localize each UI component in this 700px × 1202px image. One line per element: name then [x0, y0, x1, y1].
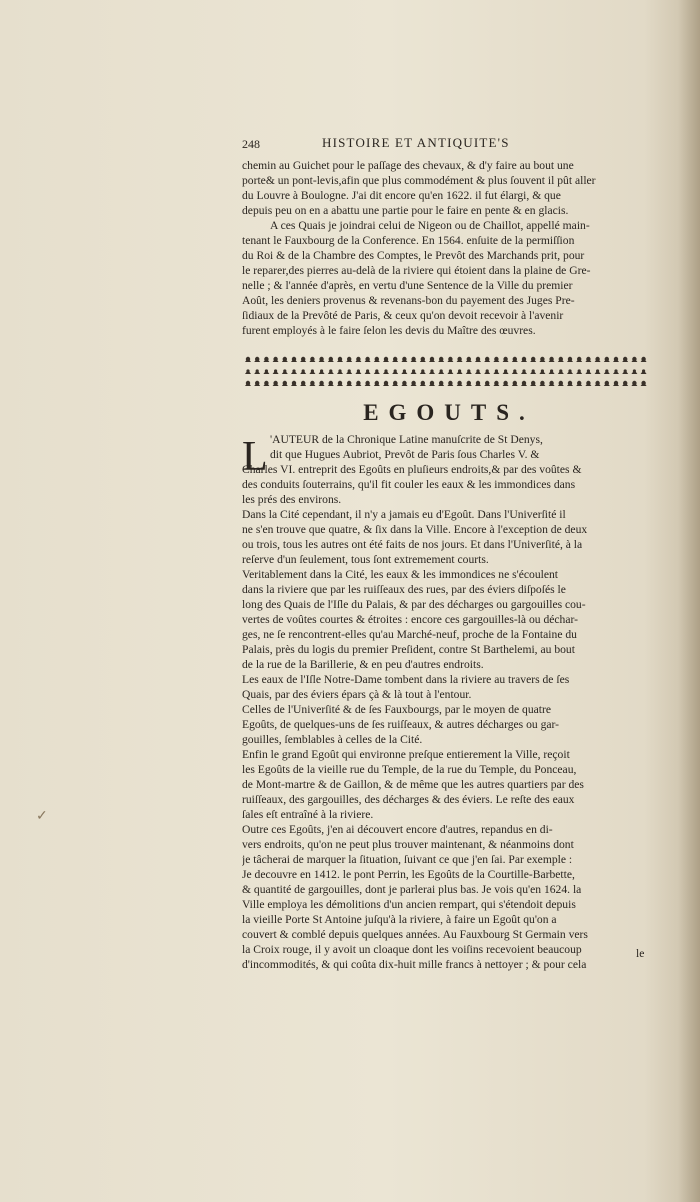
- fleuron-glyph: [411, 381, 417, 386]
- fleuron-glyph: [503, 381, 509, 386]
- text-line: dit que Hugues Aubriot, Prevôt de Paris ſous Charles V. &: [270, 448, 540, 461]
- text-line: Quais, par des éviers épars çà & là tout à l'entour.: [242, 688, 472, 701]
- fleuron-glyph: [309, 357, 315, 362]
- fleuron-glyph: [530, 381, 536, 386]
- fleuron-glyph: [585, 381, 591, 386]
- fleuron-glyph: [392, 357, 398, 362]
- fleuron-glyph: [300, 381, 306, 386]
- text-line: furent employés à le faire ſelon les devis du Maître des œuvres.: [242, 324, 536, 337]
- fleuron-glyph: [521, 381, 527, 386]
- page-header: [242, 135, 654, 153]
- fleuron-glyph: [291, 357, 297, 362]
- text-line: vertes de voûtes courtes & étroites : encore ces gargouilles-là ou déchar-: [242, 613, 578, 626]
- fleuron-glyph: [355, 381, 361, 386]
- fleuron-glyph: [401, 381, 407, 386]
- fleuron-glyph: [512, 357, 518, 362]
- fleuron-glyph: [512, 381, 518, 386]
- fleuron-glyph: [604, 357, 610, 362]
- fleuron-glyph: [401, 369, 407, 374]
- fleuron-glyph: [263, 381, 269, 386]
- fleuron-glyph: [493, 369, 499, 374]
- text-line: les prés des environs.: [242, 493, 342, 506]
- text-line: 'AUTEUR de la Chronique Latine manuſcrite de St Denys,: [270, 433, 543, 446]
- fleuron-glyph: [475, 357, 481, 362]
- fleuron-glyph: [595, 381, 601, 386]
- fleuron-glyph: [337, 357, 343, 362]
- fleuron-glyph: [282, 357, 288, 362]
- fleuron-glyph: [282, 381, 288, 386]
- fleuron-glyph: [604, 381, 610, 386]
- fleuron-glyph: [300, 369, 306, 374]
- fleuron-glyph: [466, 381, 472, 386]
- fleuron-glyph: [300, 357, 306, 362]
- text-line: d'incommodités, & qui coûta dix-huit mille francs à nettoyer ; & pour cela: [242, 958, 587, 971]
- text-line: les Egoûts de la vieille rue du Temple, de la rue du Temple, du Ponceau,: [242, 763, 577, 776]
- text-line: long des Quais de l'Iſle du Palais, & par des décharges ou gargouilles cou-: [242, 598, 586, 611]
- fleuron-glyph: [273, 381, 279, 386]
- text-line: ges, ne ſe rencontrent-elles qu'au Marché-neuf, proche de la Fontaine du: [242, 628, 577, 641]
- fleuron-glyph: [420, 357, 426, 362]
- fleuron-glyph: [530, 369, 536, 374]
- fleuron-glyph: [576, 357, 582, 362]
- fleuron-glyph: [613, 357, 619, 362]
- fleuron-glyph: [245, 357, 251, 362]
- text-line: du Roi & de la Chambre des Comptes, le Prevôt des Marchands prit, pour: [242, 249, 585, 262]
- text-line: Ville employa les démolitions d'un ancien rempart, qui s'étendoit depuis: [242, 898, 576, 911]
- fleuron-glyph: [438, 369, 444, 374]
- text-line: du Louvre à Boulogne. J'ai dit encore qu'en 1622. il fut élargi, & que: [242, 189, 561, 202]
- fleuron-glyph: [254, 357, 260, 362]
- fleuron-glyph: [512, 369, 518, 374]
- fleuron-glyph: [549, 369, 555, 374]
- text-line: porte& un pont-levis,afin que plus commodément & plus ſouvent il pût aller: [242, 174, 596, 187]
- fleuron-glyph: [365, 369, 371, 374]
- margin-pencil-mark: ✓: [36, 808, 48, 824]
- fleuron-glyph: [438, 381, 444, 386]
- fleuron-glyph: [631, 369, 637, 374]
- fleuron-glyph: [447, 357, 453, 362]
- page-number: 248: [242, 137, 260, 151]
- text-line: Août, les deniers provenus & revenans-bon du payement des Juges Pre-: [242, 294, 575, 307]
- page-spine-shadow: [678, 0, 700, 1202]
- text-line: la Croix rouge, il y avoit un cloaque dont les voiſins recevoient beaucoup: [242, 943, 582, 956]
- text-line: Palais, près du logis du premier Preſident, contre St Barthelemi, au bout: [242, 643, 575, 656]
- fleuron-glyph: [309, 369, 315, 374]
- fleuron-glyph: [273, 369, 279, 374]
- fleuron-glyph: [521, 357, 527, 362]
- fleuron-glyph: [567, 369, 573, 374]
- text-line: le reparer,des pierres au-delà de la riviere qui étoient dans la plaine de Gre-: [242, 264, 591, 277]
- fleuron-glyph: [484, 381, 490, 386]
- fleuron-glyph: [475, 381, 481, 386]
- fleuron-glyph: [263, 369, 269, 374]
- fleuron-glyph: [319, 369, 325, 374]
- catchword: le: [636, 947, 645, 960]
- fleuron-glyph: [365, 381, 371, 386]
- fleuron-glyph: [475, 369, 481, 374]
- fleuron-glyph: [567, 357, 573, 362]
- fleuron-glyph: [245, 381, 251, 386]
- fleuron-glyph: [585, 369, 591, 374]
- fleuron-glyph: [493, 381, 499, 386]
- fleuron-glyph: [254, 369, 260, 374]
- text-line: ſales eſt entraîné à la riviere.: [242, 808, 374, 821]
- fleuron-glyph: [493, 357, 499, 362]
- text-line: Egoûts, de quelques-uns de ſes ruiſſeaux, & autres décharges ou gar-: [242, 718, 559, 731]
- fleuron-glyph: [319, 357, 325, 362]
- text-line: ruiſſeaux, des gargouilles, des décharges & des éviers. Le reſte des eaux: [242, 793, 575, 806]
- text-line: nelle ; & l'année d'après, en vertu d'une Sentence de la Ville du premier: [242, 279, 573, 292]
- fleuron-glyph: [365, 357, 371, 362]
- fleuron-glyph: [558, 381, 564, 386]
- fleuron-glyph: [291, 369, 297, 374]
- fleuron-glyph: [420, 369, 426, 374]
- fleuron-glyph: [420, 381, 426, 386]
- fleuron-glyph: [374, 381, 380, 386]
- text-line: ne s'en trouve que quatre, & ſix dans la Ville. Encore à l'exception de deux: [242, 523, 588, 536]
- text-line: Outre ces Egoûts, j'en ai découvert encore d'autres, repandus en di-: [242, 823, 553, 836]
- fleuron-glyph: [328, 369, 334, 374]
- fleuron-glyph: [346, 357, 352, 362]
- text-line: ſidiaux de la Prevôté de Paris, & ceux qu'on devoit recevoir à l'avenir: [242, 309, 564, 322]
- text-line: je tâcherai de marquer la ſituation, ſuivant ce que j'en ſai. Par exemple :: [242, 853, 573, 866]
- text-line: de la rue de la Barillerie, & en peu d'autres endroits.: [242, 658, 484, 671]
- fleuron-glyph: [595, 369, 601, 374]
- fleuron-glyph: [392, 369, 398, 374]
- fleuron-glyph: [466, 369, 472, 374]
- fleuron-glyph: [355, 369, 361, 374]
- fleuron-glyph: [254, 381, 260, 386]
- text-line: Enfin le grand Egoût qui environne preſque entierement la Ville, reçoit: [242, 748, 570, 761]
- fleuron-glyph: [429, 357, 435, 362]
- fleuron-glyph: [484, 369, 490, 374]
- fleuron-glyph: [346, 381, 352, 386]
- fleuron-glyph: [447, 381, 453, 386]
- fleuron-glyph: [622, 357, 628, 362]
- text-line: Je decouvre en 1412. le pont Perrin, les Egoûts de la Courtille-Barbette,: [242, 868, 575, 881]
- fleuron-glyph: [291, 381, 297, 386]
- fleuron-glyph: [383, 381, 389, 386]
- fleuron-glyph: [585, 357, 591, 362]
- fleuron-glyph: [429, 381, 435, 386]
- fleuron-glyph: [549, 381, 555, 386]
- fleuron-glyph: [438, 357, 444, 362]
- fleuron-glyph: [539, 381, 545, 386]
- text-line: chemin au Guichet pour le paſſage des chevaux, & d'y faire au bout une: [242, 159, 574, 172]
- fleuron-glyph: [613, 369, 619, 374]
- text-line: Dans la Cité cependant, il n'y a jamais eu d'Egoût. Dans l'Univerſité il: [242, 508, 566, 521]
- decorative-ornament-band: [242, 354, 656, 388]
- fleuron-glyph: [641, 381, 647, 386]
- fleuron-glyph: [273, 357, 279, 362]
- text-line: Veritablement dans la Cité, les eaux & les immondices ne s'écoulent: [242, 568, 558, 581]
- fleuron-glyph: [319, 381, 325, 386]
- fleuron-glyph: [447, 369, 453, 374]
- fleuron-glyph: [337, 369, 343, 374]
- fleuron-glyph: [576, 369, 582, 374]
- fleuron-glyph: [429, 369, 435, 374]
- fleuron-glyph: [530, 357, 536, 362]
- fleuron-glyph: [411, 357, 417, 362]
- fleuron-glyph: [457, 369, 463, 374]
- fleuron-glyph: [595, 357, 601, 362]
- fleuron-glyph: [558, 357, 564, 362]
- fleuron-glyph: [549, 357, 555, 362]
- fleuron-glyph: [328, 381, 334, 386]
- fleuron-glyph: [539, 369, 545, 374]
- fleuron-glyph: [567, 381, 573, 386]
- text-line: Les eaux de l'Iſle Notre-Dame tombent dans la riviere au travers de ſes: [242, 673, 570, 686]
- fleuron-glyph: [622, 369, 628, 374]
- fleuron-glyph: [392, 381, 398, 386]
- text-line: & quantité de gargouilles, dont je parlerai plus bas. Je vois qu'en 1624. la: [242, 883, 582, 896]
- text-line: depuis peu on en a abattu une partie pour le faire en pente & en glacis.: [242, 204, 569, 217]
- text-line: dans la riviere que par les ruiſſeaux des rues, par des éviers diſpoſés le: [242, 583, 566, 596]
- text-line: gouilles, ſemblables à celles de la Cité.: [242, 733, 423, 746]
- fleuron-glyph: [337, 381, 343, 386]
- fleuron-glyph: [282, 369, 288, 374]
- fleuron-glyph: [383, 369, 389, 374]
- fleuron-glyph: [383, 357, 389, 362]
- fleuron-glyph: [374, 357, 380, 362]
- text-line: couvert & comblé depuis quelques années. Au Fauxbourg St Germain vers: [242, 928, 588, 941]
- fleuron-glyph: [466, 357, 472, 362]
- fleuron-glyph: [604, 369, 610, 374]
- fleuron-glyph: [521, 369, 527, 374]
- fleuron-glyph: [503, 357, 509, 362]
- text-line: vers endroits, qu'on ne peut plus trouver maintenant, & néanmoins dont: [242, 838, 574, 851]
- text-line: A ces Quais je joindrai celui de Nigeon ou de Chaillot, appellé main-: [270, 219, 590, 232]
- fleuron-glyph: [631, 381, 637, 386]
- fleuron-glyph: [613, 381, 619, 386]
- text-line: tenant le Fauxbourg de la Conference. En 1564. enſuite de la permiſſion: [242, 234, 575, 247]
- text-line: des conduits ſouterrains, qu'il fit couler les eaux & les immondices dans: [242, 478, 576, 491]
- fleuron-glyph: [263, 357, 269, 362]
- running-head: HISTOIRE ET ANTIQUITE'S: [322, 135, 510, 150]
- fleuron-glyph: [539, 357, 545, 362]
- fleuron-glyph: [457, 357, 463, 362]
- text-line: de Mont-martre & de Gaillon, & de même que les autres quartiers par des: [242, 778, 584, 791]
- fleuron-glyph: [484, 357, 490, 362]
- text-line: Charles VI. entreprit des Egoûts en pluſieurs endroits,& par des voûtes &: [242, 463, 582, 476]
- fleuron-glyph: [631, 357, 637, 362]
- fleuron-glyph: [622, 381, 628, 386]
- text-line: reſerve d'un ſeulement, tous ſont extremement courts.: [242, 553, 489, 566]
- fleuron-glyph: [245, 369, 251, 374]
- fleuron-glyph: [411, 369, 417, 374]
- fleuron-glyph: [328, 357, 334, 362]
- section-title: EGOUTS.: [363, 400, 535, 425]
- fleuron-glyph: [401, 357, 407, 362]
- intro-text-block: [242, 158, 656, 338]
- text-line: ou trois, tous les autres ont été faits de nos jours. Et dans l'Univerſité, à la: [242, 538, 583, 551]
- fleuron-glyph: [558, 369, 564, 374]
- fleuron-glyph: [641, 369, 647, 374]
- text-line: la vieille Porte St Antoine juſqu'à la riviere, à faire un Egoût qu'on a: [242, 913, 557, 926]
- body-text-block: [242, 432, 656, 972]
- fleuron-glyph: [346, 369, 352, 374]
- fleuron-glyph: [457, 381, 463, 386]
- text-line: Celles de l'Univerſité & de ſes Fauxbourgs, par le moyen de quatre: [242, 703, 552, 716]
- fleuron-glyph: [355, 357, 361, 362]
- fleuron-glyph: [309, 381, 315, 386]
- drop-cap: L: [242, 434, 268, 480]
- fleuron-glyph: [641, 357, 647, 362]
- fleuron-glyph: [576, 381, 582, 386]
- fleuron-glyph: [503, 369, 509, 374]
- fleuron-glyph: [374, 369, 380, 374]
